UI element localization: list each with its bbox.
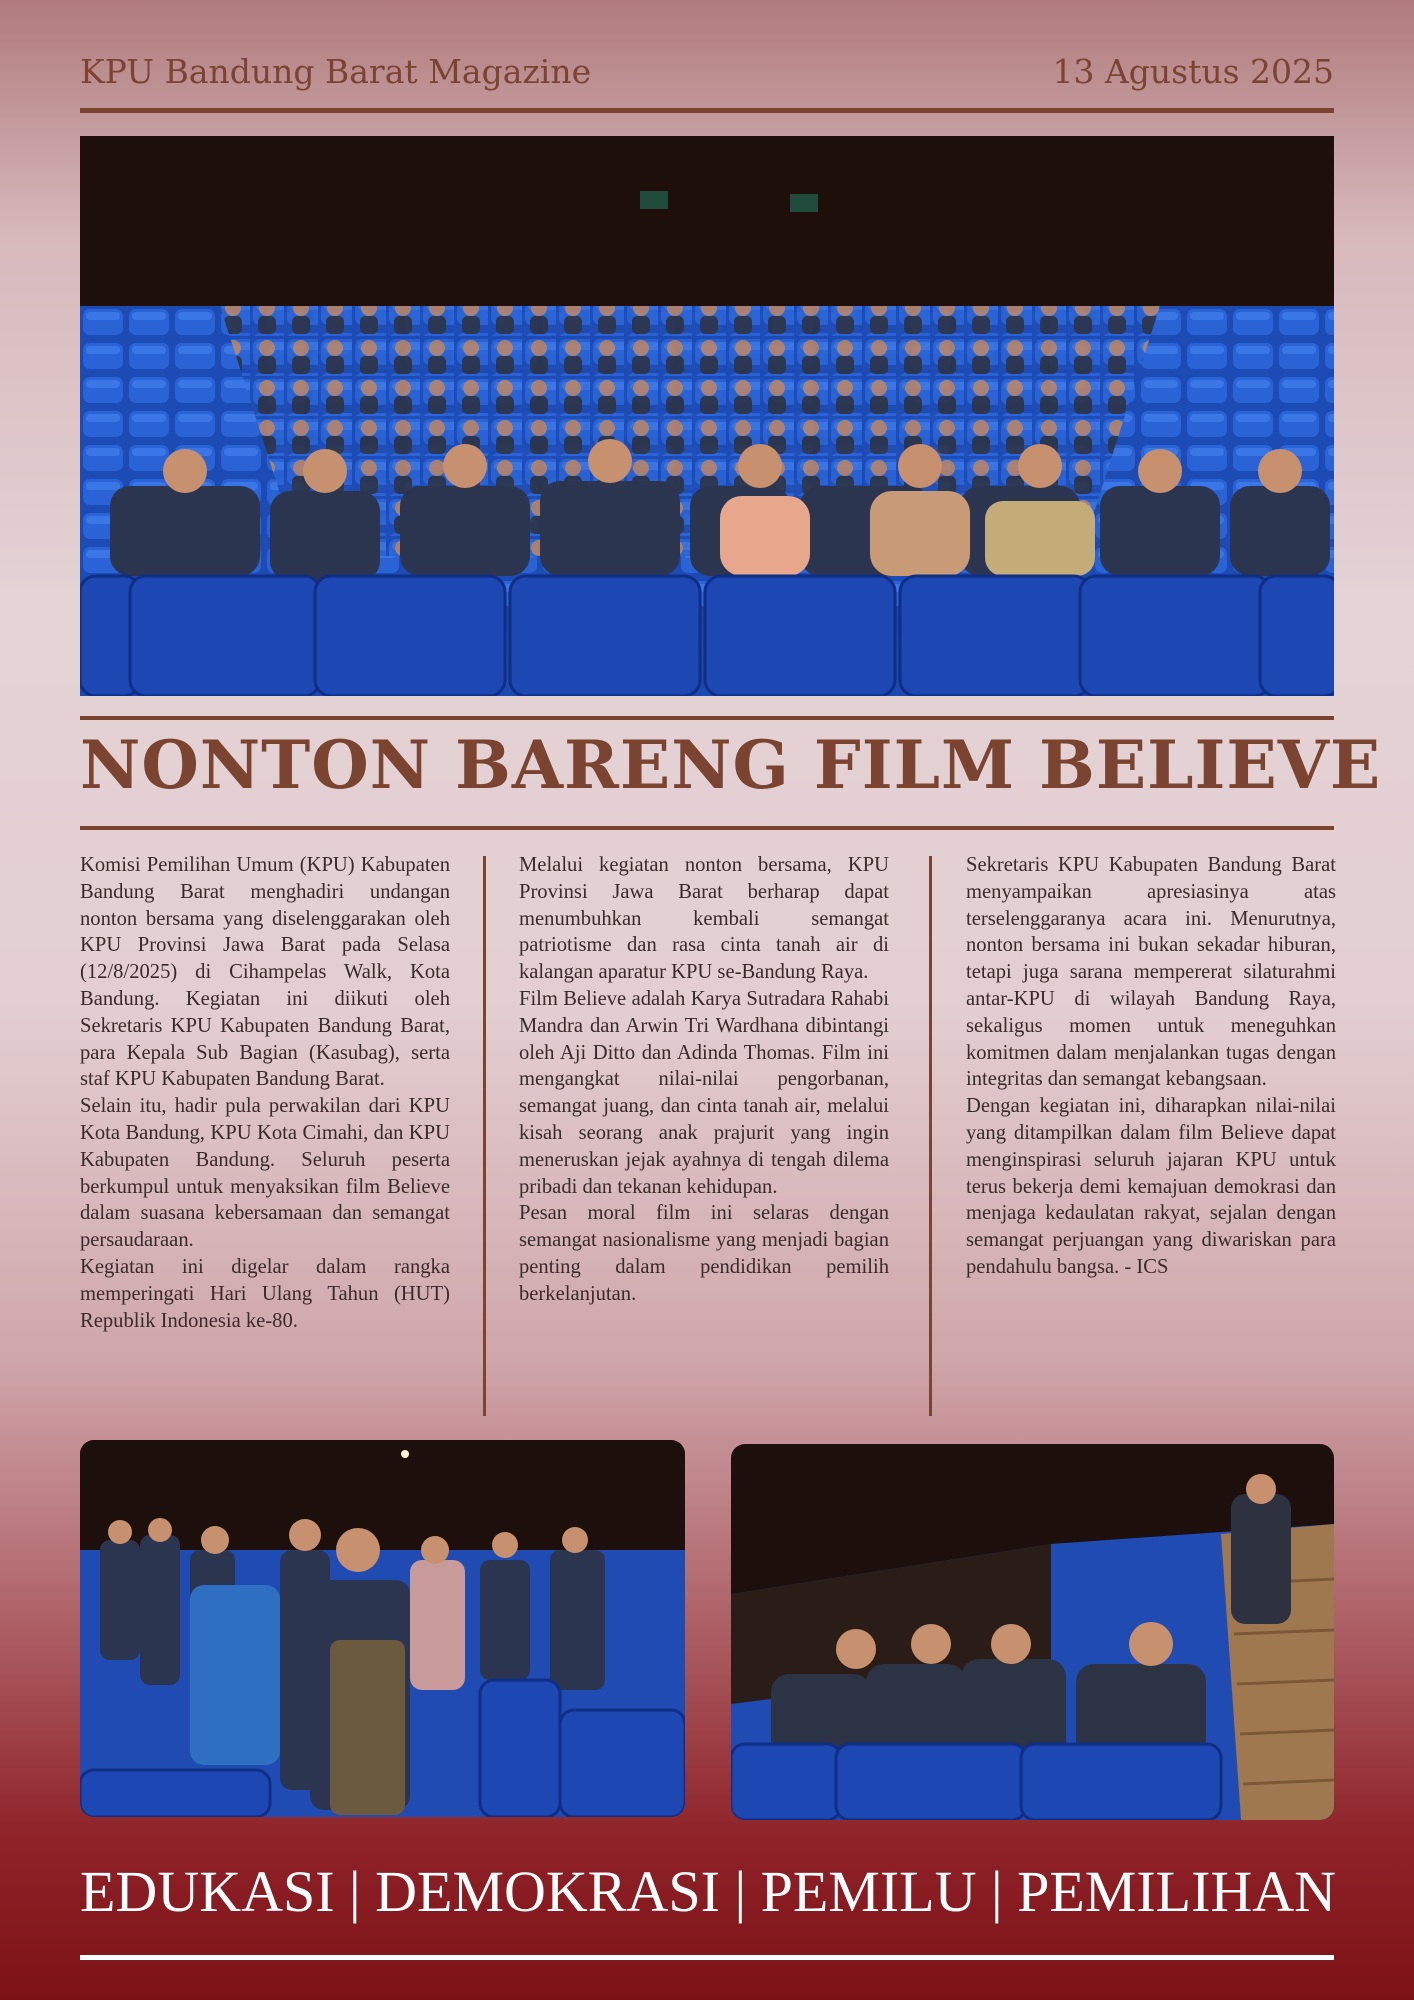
- paragraph: Film Believe adalah Karya Sutradara Rahabi Mandra dan Arwin Tri Wardhana dibintangi oleh Aji Ditto dan Adinda Thomas. Film ini mengangkat nilai-nilai pengorbanan, semangat juang, dan cinta tanah air, melalui kisah seorang anak prajurit yang ingin meneruskan jejak ayahnya di tengah dilema pribadi dan tekanan kehidupan.: [519, 987, 889, 1198]
- photo-leaving-theater: [80, 1440, 685, 1817]
- paragraph: Pesan moral film ini selaras dengan semangat nasionalisme yang menjadi bagian penting dalam pendidikan pemilih berkelanjutan.: [519, 1202, 889, 1305]
- paragraph: Sekretaris KPU Kabupaten Bandung Barat menyampaikan apresiasinya atas terselenggaranya acara ini. Menurutnya, nonton bersama ini bukan sekadar hiburan, tetapi juga sarana mempererat silaturahmi antar-KPU di wilayah Bandung Raya, sekaligus momen untuk meneguhkan komitmen dalam menjalankan tugas dengan integritas dan semangat kebangsaan.: [966, 854, 1336, 1091]
- issue-date: 13 Agustus 2025: [1052, 52, 1334, 91]
- column-divider: [929, 856, 932, 1416]
- photo-seated-group: [731, 1444, 1334, 1820]
- footer-tagline: EDUKASI | DEMOKRASI | PEMILU | PEMILIHAN: [80, 1859, 1337, 1924]
- footer-rule: [80, 1955, 1334, 1960]
- article-column-2: [519, 852, 889, 1308]
- headline-top-rule: [80, 716, 1334, 720]
- article-headline: NONTON BARENG FILM BELIEVE: [80, 726, 1382, 804]
- paragraph: Komisi Pemilihan Umum (KPU) Kabupaten Bandung Barat menghadiri undangan nonton bersama yang diselenggarakan oleh KPU Provinsi Jawa Barat pada Selasa (12/8/2025) di Cihampelas Walk, Kota Bandung. Kegiatan ini diikuti oleh Sekretaris KPU Kabupaten Bandung Barat, para Kepala Sub Bagian (Kasubag), serta staf KPU Kabupaten Bandung Barat.: [80, 854, 450, 1091]
- masthead: [80, 52, 1334, 92]
- paragraph: Kegiatan ini digelar dalam rangka memperingati Hari Ulang Tahun (HUT) Republik Indonesia ke-80.: [80, 1255, 450, 1332]
- magazine-title: KPU Bandung Barat Magazine: [80, 52, 592, 91]
- header-rule: [80, 108, 1334, 113]
- paragraph: Selain itu, hadir pula perwakilan dari KPU Kota Bandung, KPU Kota Cimahi, dan KPU Kabupaten Bandung. Seluruh peserta berkumpul untuk menyaksikan film Believe dalam suasana kebersamaan dan semangat persaudaraan.: [80, 1095, 450, 1252]
- paragraph: Melalui kegiatan nonton bersama, KPU Provinsi Jawa Barat berharap dapat menumbuhkan kembali semangat patriotisme dan rasa cinta tanah air di kalangan aparatur KPU se-Bandung Raya.: [519, 854, 889, 984]
- article-column-3: [966, 852, 1336, 1281]
- paragraph: Dengan kegiatan ini, diharapkan nilai-nilai yang ditampilkan dalam film Believe dapat menginspirasi seluruh jajaran KPU untuk terus bekerja demi kemajuan demokrasi dan menjaga kedaulatan rakyat, sejalan dengan semangat perjuangan yang diwariskan para pendahulu bangsa. - ICS: [966, 1095, 1336, 1278]
- column-divider: [483, 856, 486, 1416]
- headline-bottom-rule: [80, 826, 1334, 830]
- article-column-1: [80, 852, 450, 1334]
- main-photo-cinema-group: [80, 136, 1334, 696]
